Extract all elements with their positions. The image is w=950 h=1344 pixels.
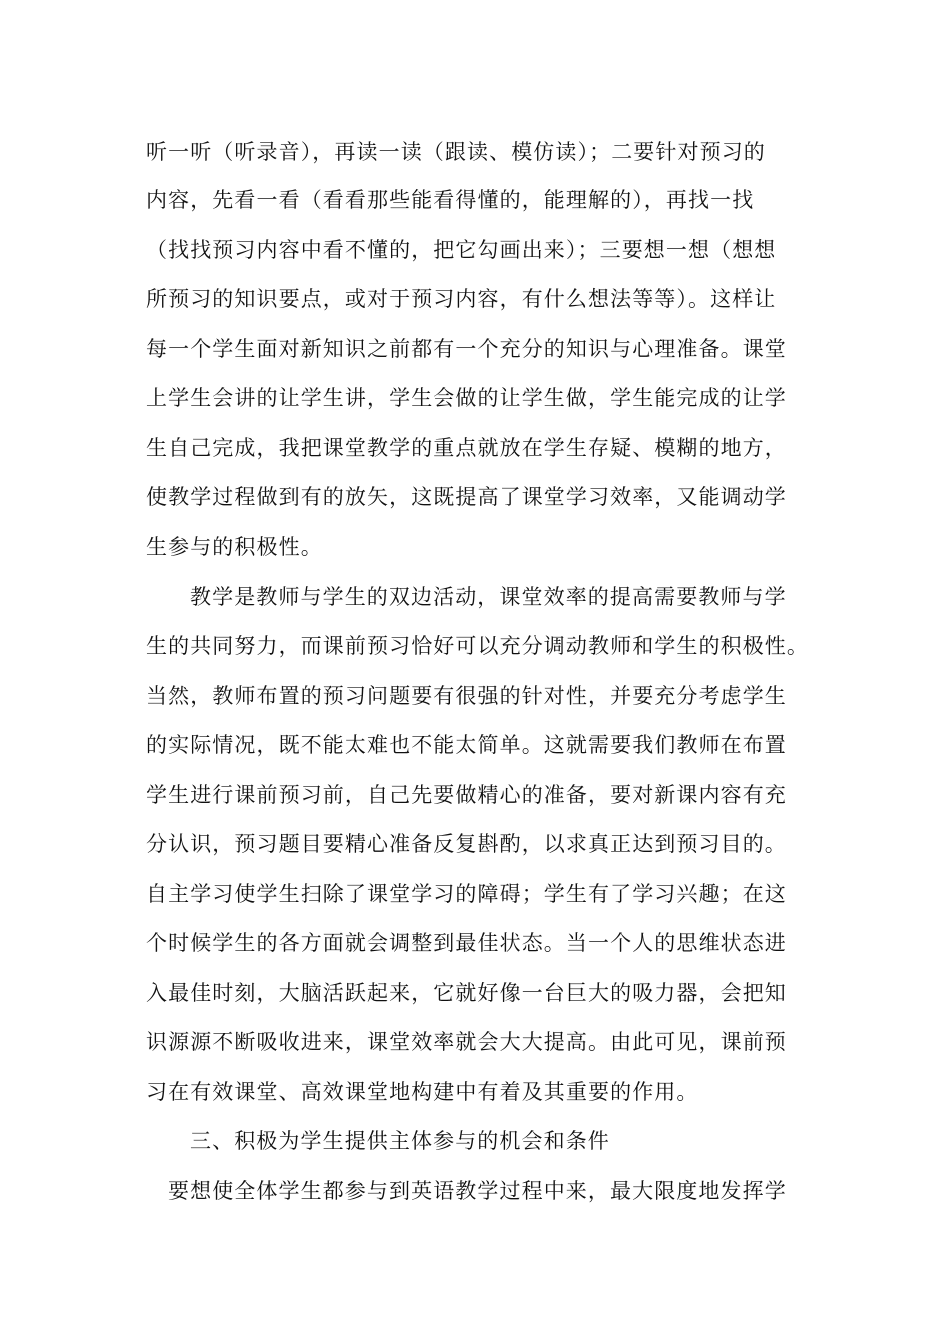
text-line: 自主学习使学生扫除了课堂学习的障碍；学生有了学习兴趣；在这	[146, 882, 787, 906]
text-line: 个时候学生的各方面就会调整到最佳状态。当一个人的思维状态进	[146, 931, 787, 955]
section-heading: 三、积极为学生提供主体参与的机会和条件	[190, 1129, 610, 1153]
text-line: 所预习的知识要点，或对于预习内容，有什么想法等等）。这样让	[146, 287, 777, 311]
text-line: 使教学过程做到有的放矢，这既提高了课堂学习效率，又能调动学	[146, 485, 787, 509]
text-line: 的实际情况，既不能太难也不能太简单。这就需要我们教师在布置	[146, 733, 787, 757]
text-line: 教学是教师与学生的双边活动，课堂效率的提高需要教师与学	[190, 585, 787, 609]
text-line: 生自己完成，我把课堂教学的重点就放在学生存疑、模糊的地方，	[146, 436, 787, 460]
text-line: 分认识，预习题目要精心准备反复斟酌，以求真正达到预习目的。	[146, 832, 787, 856]
text-line: 当然，教师布置的预习问题要有很强的针对性，并要充分考虑学生	[146, 684, 787, 708]
text-line: 生参与的积极性。	[146, 535, 323, 559]
text-line: 学生进行课前预习前，自己先要做精心的准备，要对新课内容有充	[146, 783, 787, 807]
text-line: 入最佳时刻，大脑活跃起来，它就好像一台巨大的吸力器，会把知	[146, 981, 787, 1005]
text-line: 听一听（听录音），再读一读（跟读、模仿读）；二要针对预习的	[146, 140, 766, 164]
text-line: 习在有效课堂、高效课堂地构建中有着及其重要的作用。	[146, 1080, 699, 1104]
text-line: （找找预习内容中看不懂的，把它勾画出来）；三要想一想（想想	[146, 238, 777, 262]
text-line: 识源源不断吸收进来，课堂效率就会大大提高。由此可见，课前预	[146, 1030, 787, 1054]
text-line: 上学生会讲的让学生讲，学生会做的让学生做，学生能完成的让学	[146, 386, 787, 410]
text-line: 生的共同努力，而课前预习恰好可以充分调动教师和学生的积极性。	[146, 634, 809, 658]
text-line: 要想使全体学生都参与到英语教学过程中来，最大限度地发挥学	[168, 1179, 787, 1203]
text-line: 内容，先看一看（看看那些能看得懂的，能理解的），再找一找	[146, 188, 755, 212]
text-line: 每一个学生面对新知识之前都有一个充分的知识与心理准备。课堂	[146, 337, 787, 361]
